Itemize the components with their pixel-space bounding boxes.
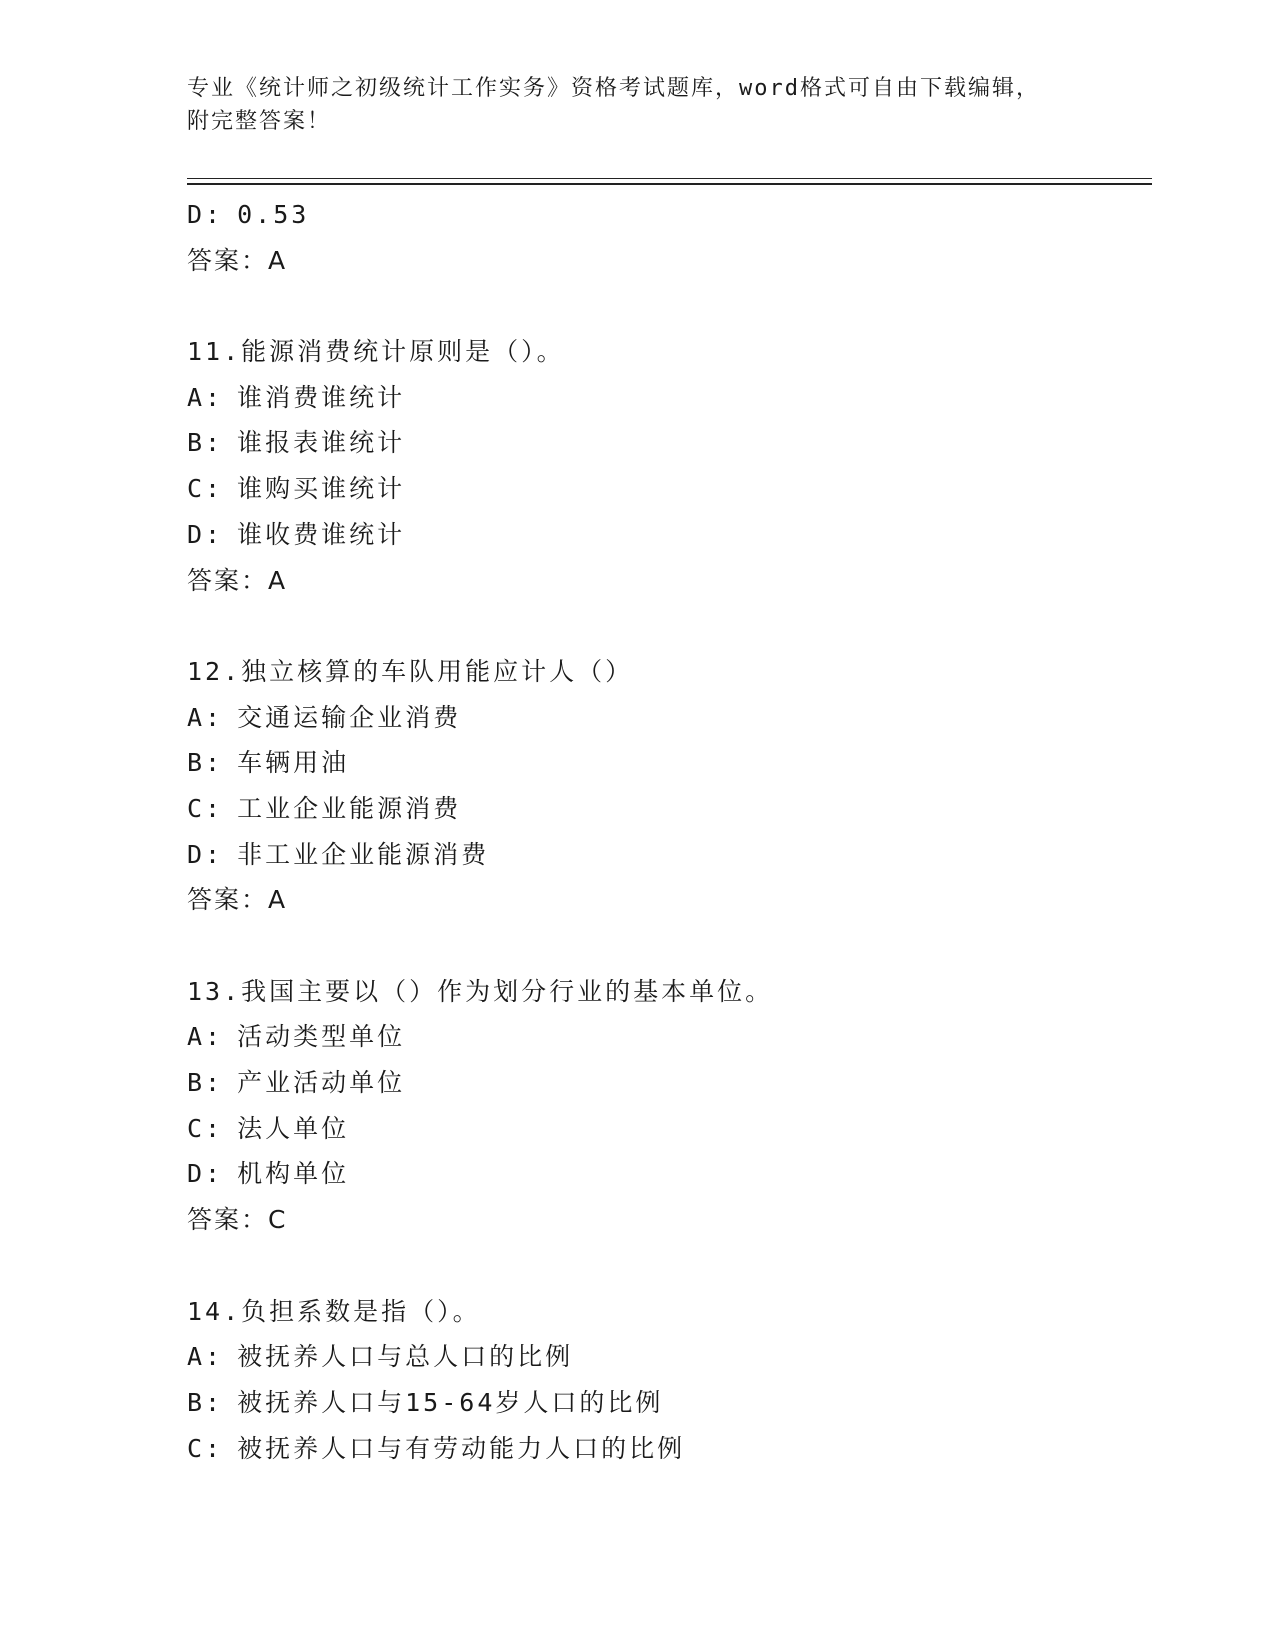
header-line-2: 附完整答案！	[187, 109, 332, 134]
option-label: C:	[187, 1433, 224, 1463]
header-line-1: 专业《统计师之初级统计工作实务》资格考试题库，word格式可自由下载编辑，	[187, 76, 1040, 101]
option-row	[187, 1014, 1147, 1060]
option-label: C:	[187, 1113, 224, 1143]
spacer	[187, 923, 1147, 969]
option-label: D:	[187, 839, 224, 869]
option-text: 谁报表谁统计	[237, 428, 406, 458]
document-header	[187, 72, 1087, 138]
option-text: 非工业企业能源消费	[237, 839, 490, 869]
option-row	[187, 466, 1147, 512]
option-label: B:	[187, 748, 224, 778]
option-label: C:	[187, 474, 224, 504]
spacer	[187, 283, 1147, 329]
option-label: D:	[187, 1159, 224, 1189]
answer-line: 答案：A	[187, 885, 288, 915]
option-row	[187, 512, 1147, 558]
option-text: 车辆用油	[237, 748, 350, 778]
spacer	[187, 603, 1147, 649]
option-row	[187, 375, 1147, 421]
option-row	[187, 786, 1147, 832]
option-text: 谁消费谁统计	[237, 382, 406, 412]
option-text: 工业企业能源消费	[237, 793, 462, 823]
answer-line: 答案：C	[187, 1205, 288, 1235]
option-row	[187, 1426, 1147, 1472]
option-label: A:	[187, 702, 224, 732]
header-divider-thick	[187, 183, 1152, 185]
question-stem: 13.我国主要以（）作为划分行业的基本单位。	[187, 976, 774, 1006]
option-label: A:	[187, 382, 224, 412]
option-label: B:	[187, 428, 224, 458]
option-row	[187, 1151, 1147, 1197]
question-stem: 14.负担系数是指（）。	[187, 1296, 481, 1326]
spacer	[187, 1243, 1147, 1289]
option-text: 活动类型单位	[237, 1022, 406, 1052]
option-label: B:	[187, 1068, 224, 1098]
option-row	[187, 1106, 1147, 1152]
option-text: 法人单位	[237, 1113, 350, 1143]
option-text: 被抚养人口与有劳动能力人口的比例	[237, 1433, 686, 1463]
question-stem: 12.独立核算的车队用能应计人（）	[187, 656, 634, 686]
option-label: C:	[187, 793, 224, 823]
option-row	[187, 192, 1147, 238]
option-text: 交通运输企业消费	[237, 702, 462, 732]
option-text: 被抚养人口与15-64岁人口的比例	[237, 1387, 664, 1417]
option-label: B:	[187, 1387, 224, 1417]
header-divider-thin	[187, 178, 1152, 179]
option-text: 产业活动单位	[237, 1068, 406, 1098]
answer-line: 答案：A	[187, 565, 288, 595]
option-text: 0.53	[237, 200, 310, 229]
option-label: D:	[187, 200, 224, 229]
option-text: 谁收费谁统计	[237, 519, 406, 549]
option-row	[187, 832, 1147, 878]
option-text: 谁购买谁统计	[237, 474, 406, 504]
option-text: 机构单位	[237, 1159, 350, 1189]
question-content	[187, 192, 1147, 1471]
option-label: A:	[187, 1342, 224, 1372]
option-row	[187, 695, 1147, 741]
option-row	[187, 740, 1147, 786]
option-row	[187, 1380, 1147, 1426]
option-row	[187, 1334, 1147, 1380]
option-label: D:	[187, 519, 224, 549]
option-row	[187, 1060, 1147, 1106]
option-row	[187, 420, 1147, 466]
question-stem: 11.能源消费统计原则是（）。	[187, 337, 565, 367]
answer-line: 答案：A	[187, 245, 288, 275]
option-text: 被抚养人口与总人口的比例	[237, 1342, 574, 1372]
option-label: A:	[187, 1022, 224, 1052]
